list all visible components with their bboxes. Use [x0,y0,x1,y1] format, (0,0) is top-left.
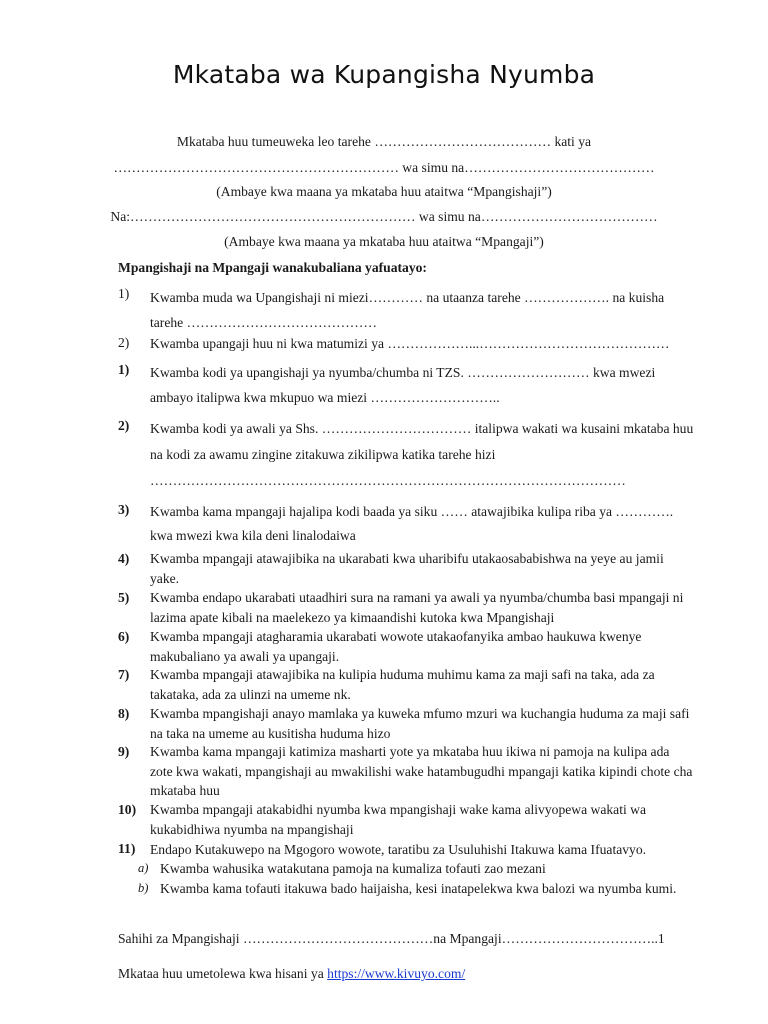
footer-credit-text: Mkataa huu umetolewa kwa hisani ya [118,966,328,981]
clause-text: Endapo Kutakuwepo na Mgogoro wowote, taratibu za Usuluhishi Itakuwa kama Ifuatavyo. [150,842,647,857]
clause-number: 2) [118,335,130,350]
clause-text: Kwamba upangaji huu ni kwa matumizi ya ………………...…………………………………… [150,336,670,351]
clause-text: Kwamba kodi ya upangishaji ya nyumba/chumba ni TZS. ……………………… kwa mwezi ambayo italipwa kwa mkupuo wa miezi ……………………….. [150,365,656,405]
clause-number: 1) [118,286,130,301]
clause-number: 1) [118,362,130,377]
clause-text: Kwamba kama mpangaji katimiza masharti yote ya mkataba huu ikiwa ni pamoja na kulipa ada zote kwa wakati, mpangishaji au mwakilishi wake hatambugudhi mpangaji katika kipindi chote cha mkataba huu [150,744,693,798]
footer-credit [118,965,465,983]
kivuyo-link[interactable]: https://www.kivuyo.com/ [327,966,466,981]
clause-text: Kwamba mpangaji atagharamia ukarabati wowote utakaofanyika ambao haukuwa kwenye makubaliano ya awali ya upangaji. [150,629,642,664]
intro-line-landlord-phone: ……………………………………………………… wa simu na…………………………………… [113,160,655,175]
document-title: Mkataba wa Kupangisha Nyumba [172,60,596,89]
clause-number: 11) [118,841,136,856]
intro-tenant-definition: (Ambaye kwa maana ya mkataba huu ataitwa “Mpangaji”) [224,234,544,249]
subclause-letter: a) [138,861,149,875]
clause-number: 5) [118,590,130,605]
subclause-text: Kwamba kama tofauti itakuwa bado haijaisha, kesi inatapelekwa kwa balozi wa nyumba kumi. [160,881,677,896]
clause-number: 3) [118,502,130,517]
clause-number: 4) [118,551,130,566]
clause-number: 10) [118,802,137,817]
clause-text: Kwamba muda wa Upangishaji ni miezi………… na utaanza tarehe ………………. na kuisha tarehe …………………………………… [150,290,665,330]
agreement-heading: Mpangishaji na Mpangaji wanakubaliana yafuatayo: [118,260,427,275]
clause-text: Kwamba mpangaji atawajibika na ukarabati kwa uharibifu utakaosababishwa na yeye au jamii yake. [150,551,664,586]
clause-number: 6) [118,629,130,644]
intro-line-tenant-phone: Na:……………………………………………………… wa simu na………………………………… [110,209,658,224]
clause-number: 8) [118,706,130,721]
intro-line-date: Mkataba huu tumeuweka leo tarehe ………………………………… kati ya [176,134,592,149]
clause-number: 9) [118,744,130,759]
clause-text: Kwamba mpangaji atawajibika na kulipia huduma muhimu kama za maji safi na taka, ada za takataka, ada za ulinzi na umeme nk. [150,667,655,702]
clause-number: 7) [118,667,130,682]
clause-text: Kwamba kodi ya awali ya Shs. …………………………… italipwa wakati wa kusaini mkataba huu na kodi za awamu zingine zitakuwa zikilipwa katika tarehe hizi …………………………………………………………………………………………… [150,421,694,488]
intro-landlord-definition: (Ambaye kwa maana ya mkataba huu ataitwa “Mpangishaji”) [216,184,552,199]
clause-text: Kwamba mpangishaji anayo mamlaka ya kuweka mfumo mzuri wa kuchangia huduma za maji safi na taka na umeme au kusitisha huduma hizo [150,706,690,741]
clause-text: Kwamba endapo ukarabati utaadhiri sura na ramani ya awali ya nyumba/chumba basi mpangaji ni lazima apate kibali na maelekezo ya kimaandishi kutoka kwa Mpangishaji [150,590,684,625]
clause-text: Kwamba kama mpangaji hajalipa kodi baada ya siku …… atawajibika kulipa riba ya …………. kwa mwezi kwa kila deni linalodaiwa [150,504,674,543]
subclause-text: Kwamba wahusika watakutana pamoja na kumaliza tofauti zao mezani [160,861,546,876]
signature-line: Sahihi za Mpangishaji ……………………………………na Mpangaji……………………………..1 [118,931,665,946]
clause-number: 2) [118,418,130,433]
clause-text: Kwamba mpangaji atakabidhi nyumba kwa mpangishaji wake kama alivyopewa wakati wa kukabidhiwa nyumba na mpangishaji [150,802,647,837]
subclause-letter: b) [138,881,149,895]
